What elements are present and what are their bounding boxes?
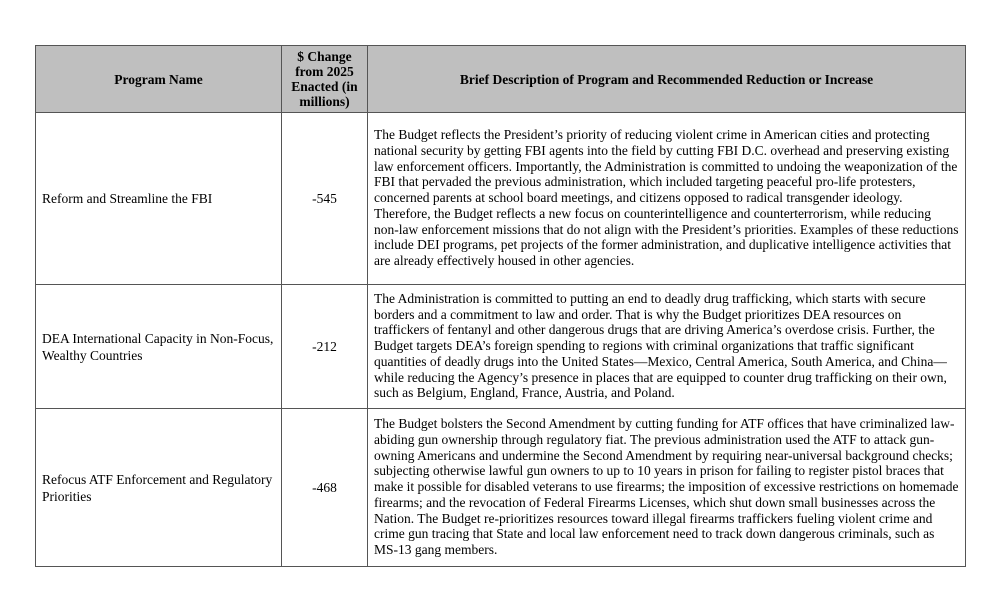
dollar-change-cell: -212	[282, 285, 368, 409]
header-program-name: Program Name	[36, 46, 282, 113]
description-cell: The Budget bolsters the Second Amendment by cutting funding for ATF offices that have criminalized law-abiding gun ownership through regulatory fiat. The previous administration used the ATF to attack gun-owning Americans and undermine the Second Amendment by requiring near-universal background checks; subjecting otherwise lawful gun owners to up to 10 years in prison for failing to register pistol braces that make it possible for disabled veterans to use firearms; the imposition of excessive restrictions on homemade firearms; and the revocation of Federal Firearms Licenses, which shut down small businesses across the Nation. The Budget re-prioritizes resources toward illegal firearms traffickers fueling violent crime and crime gun tracing that State and local law enforcement need to track down dangerous criminals, such as MS-13 gang members.	[368, 409, 966, 567]
header-description: Brief Description of Program and Recommended Reduction or Increase	[368, 46, 966, 113]
dollar-change-cell: -545	[282, 113, 368, 285]
description-cell: The Administration is committed to putting an end to deadly drug trafficking, which starts with secure borders and a commitment to law and order. That is why the Budget prioritizes DEA resources on traffickers of fentanyl and other dangerous drugs that are driving America’s overdose crisis. Further, the Budget targets DEA’s foreign spending to regions with criminal organizations that traffic significant quantities of deadly drugs into the United States—Mexico, Central America, South America, and China—while reducing the Agency’s presence in places that are equipped to counter drug trafficking on their own, such as Belgium, England, France, Austria, and Poland.	[368, 285, 966, 409]
budget-table	[35, 45, 966, 567]
description-cell: The Budget reflects the President’s priority of reducing violent crime in American cities and protecting national security by getting FBI agents into the field by cutting FBI D.C. overhead and preserving existing law enforcement officers. Importantly, the Administration is committed to undoing the weaponization of the FBI that pervaded the previous administration, which included targeting peaceful pro-life protesters, concerned parents at school board meetings, and citizens opposed to radical transgender ideology. Therefore, the Budget reflects a new focus on counterintelligence and counterterrorism, while reducing non-law enforcement missions that do not align with the President’s priorities. Examples of these reductions include DEI programs, pet projects of the former administration, and duplicative intelligence activities that are already effectively housed in other agencies.	[368, 113, 966, 285]
table-row	[36, 113, 966, 285]
header-dollar-change: $ Change from 2025 Enacted (in millions)	[282, 46, 368, 113]
table-row	[36, 409, 966, 567]
program-name-cell: Refocus ATF Enforcement and Regulatory Priorities	[36, 409, 282, 567]
program-name-cell: Reform and Streamline the FBI	[36, 113, 282, 285]
program-name-cell: DEA International Capacity in Non-Focus, Wealthy Countries	[36, 285, 282, 409]
dollar-change-cell: -468	[282, 409, 368, 567]
table-row	[36, 285, 966, 409]
table-header-row	[36, 46, 966, 113]
